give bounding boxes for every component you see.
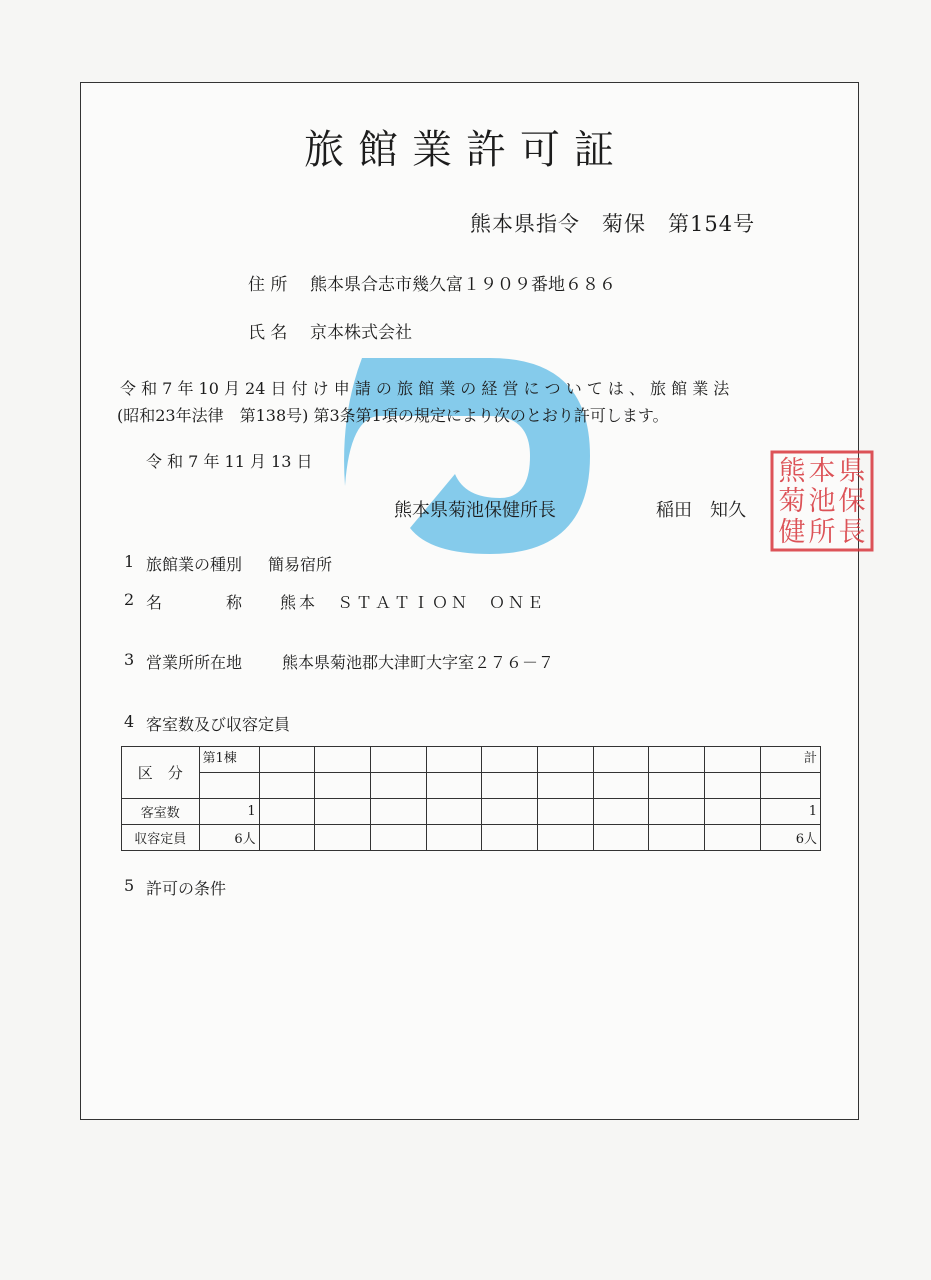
item-2-label: 名 称: [146, 593, 243, 612]
item-2-number: 2: [124, 590, 135, 609]
total-header: 計: [760, 747, 820, 773]
item-1-label: 旅館業の種別: [146, 555, 243, 574]
item-4-number: 4: [124, 712, 135, 731]
item-1-value: 簡易宿所: [268, 555, 333, 574]
item-3-label: 営業所所在地: [146, 653, 243, 672]
item-4-label: 客室数及び収容定員: [146, 715, 291, 734]
svg-text:熊: 熊: [778, 456, 806, 487]
rooms-label: 客室数: [122, 799, 200, 825]
building-header: 第1棟: [199, 747, 259, 773]
statement-line-2: (昭和23年法律 第138号) 第3条第1項の規定により次のとおり許可します。: [117, 406, 669, 425]
division-header: 区 分: [122, 747, 200, 799]
table-row: [122, 773, 821, 799]
svg-text:所: 所: [808, 517, 836, 548]
svg-text:健: 健: [778, 517, 806, 548]
name-value: 京本株式会社: [310, 323, 412, 343]
capacity-table: [121, 746, 821, 851]
svg-text:県: 県: [838, 456, 866, 487]
table-row: [122, 799, 821, 825]
capacity-building1: 6人: [199, 825, 259, 851]
document-title: 旅館業許可証: [304, 127, 628, 173]
item-2-value: 熊本 ＳＴＡＴＩＯＮ ＯＮＥ: [280, 593, 547, 612]
table-row: [122, 825, 821, 851]
item-3-number: 3: [124, 650, 135, 669]
rooms-total: 1: [760, 799, 820, 825]
name-label: 氏 名: [248, 323, 288, 343]
issuer-title: 熊本県菊池保健所長: [394, 500, 556, 521]
issuer-name: 稲田 知久: [656, 500, 746, 521]
address-label: 住 所: [248, 275, 288, 295]
issue-date: 令 和 7 年 11 月 13 日: [146, 452, 313, 471]
item-5-label: 許可の条件: [146, 879, 227, 898]
table-row: [122, 747, 821, 773]
svg-text:本: 本: [808, 456, 836, 487]
capacity-total: 6人: [760, 825, 820, 851]
svg-text:保: 保: [838, 486, 866, 517]
svg-text:池: 池: [808, 486, 836, 517]
rooms-building1: 1: [199, 799, 259, 825]
capacity-label: 収容定員: [122, 825, 200, 851]
reference-number: 熊本県指令 菊保 第154号: [470, 212, 756, 236]
address-value: 熊本県合志市幾久富１９０９番地６８６: [310, 275, 616, 295]
item-3-value: 熊本県菊池郡大津町大字室２７６－７: [282, 653, 555, 672]
item-1-number: 1: [124, 552, 135, 571]
official-seal: [768, 448, 876, 554]
svg-text:菊: 菊: [778, 486, 806, 517]
item-5-number: 5: [124, 876, 135, 895]
statement-line-1: 令 和 7 年 10 月 24 日 付 け 申 請 の 旅 館 業 の 経 営 に つ い て は 、 旅 館 業 法: [120, 379, 730, 398]
svg-text:長: 長: [838, 517, 866, 548]
